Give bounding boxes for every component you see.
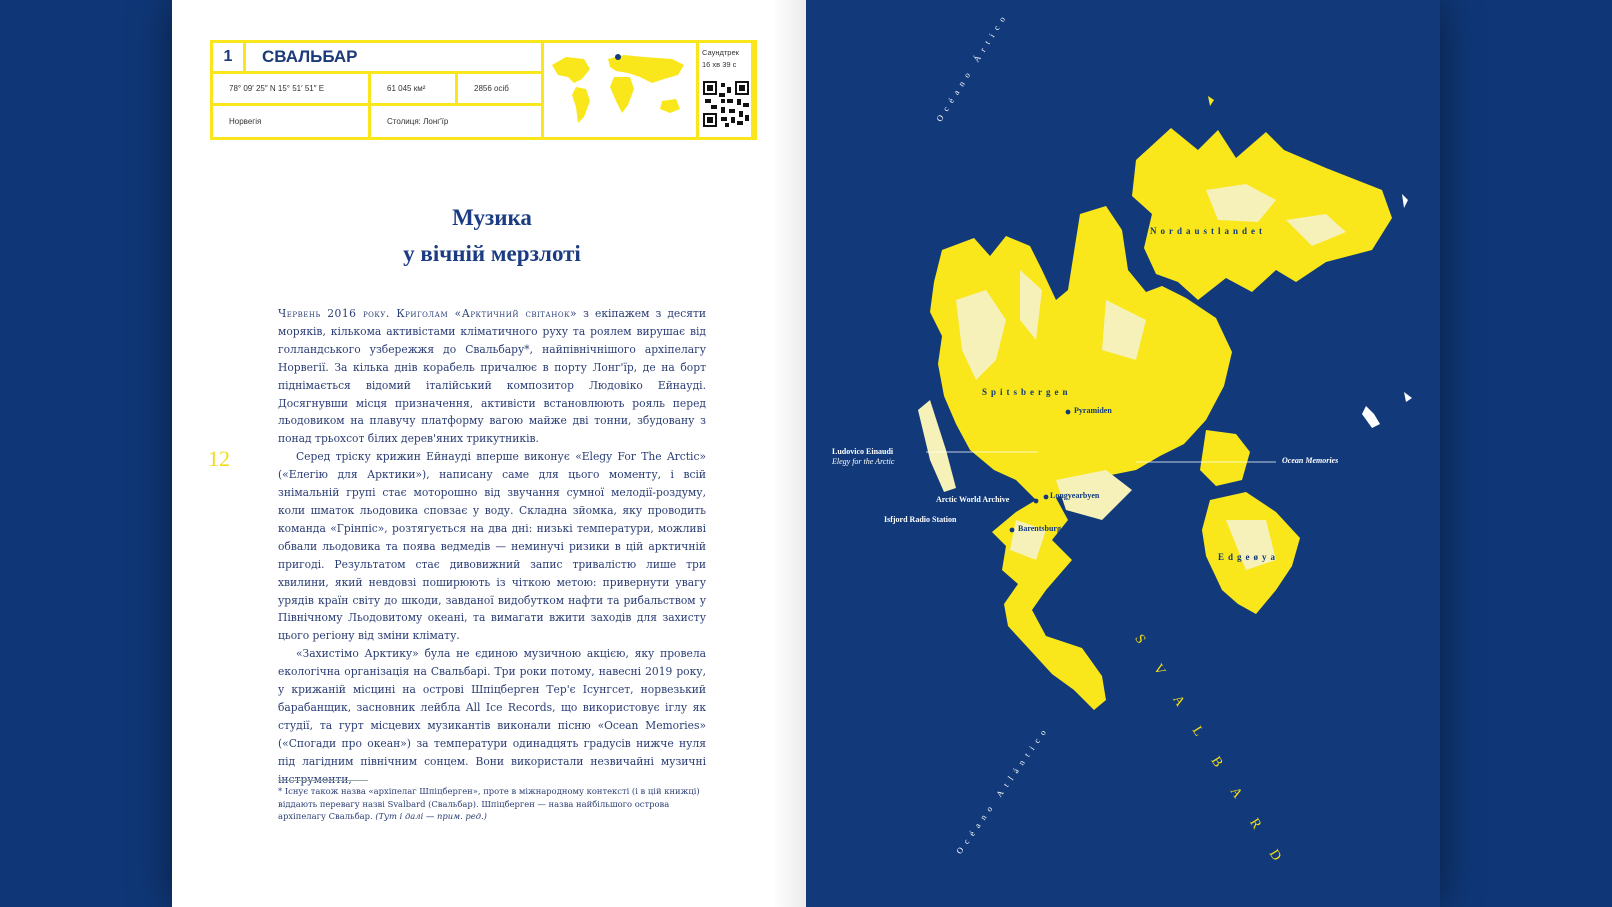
area: 61 045 км² <box>368 71 458 106</box>
title-line-2: у вічній мерзлоті <box>403 241 581 266</box>
paragraph-2: Серед тріску крижин Ейнауді вперше виконує «Elegy For The Arctic» («Елегію для Арктики»), написану саме для цього моменту, і всій знімальній групі стає моторошно від звучання сумної мелодії-роздуму, коли шматок льодовика сповзає у воду. Складна зйомка, яку проводить команда «Грінпіс», розтягується на два дні: низькі температури, можливі обвали льодовика та поява ведмедів — неминучі ризики в цій арктичній пригоді. Результатом стає дивовижний запис тривалістю лише три хвилини, який невдовзі поширюють із чіткою метою: привернути увагу урядів країн світу до шкоди, завданої видобутком нафти та рибальством у Північному Льодовитому океані, та вимагати вжити заходів для захисту цього регіону від зміни клімату. <box>278 450 706 643</box>
nordaustlandet-label: Nordaustlandet <box>1150 226 1267 236</box>
map-page <box>806 0 1440 907</box>
chapter-title <box>292 200 692 272</box>
title-line-1: Музика <box>452 205 532 230</box>
spitsbergen-label: Spitsbergen <box>982 387 1072 397</box>
einaudi-work-label: Elegy for the Arctic <box>832 457 895 466</box>
ocean-arctic-label: Océano Ártico <box>934 9 1011 124</box>
paragraph-1-rest: з екіпажем з десяти моряків, кількома активістами кліматичного руху та роялем вирушає від голландського узбережжя до Свальбару*, найпівнічнішого архіпелагу Норвегії. За кілька днів корабель причалює в порту Лонг'їр, де на борт піднімається відомий італійський композитор Людовіко Ейнауді. Досягнувши місця призначення, активісти встановлюють рояль перед льодовиком на плавучу платформу вагою майже дві тонни, збудовану з понад трьохсот білих дерев'яних трикутників. <box>278 307 706 446</box>
info-card <box>210 40 757 140</box>
isfjord-radio-label: Isfjord Radio Station <box>884 515 957 524</box>
edgeoya-label: Edgeøya <box>1218 552 1280 562</box>
page-gutter <box>772 0 806 907</box>
footnote-rule <box>278 780 368 781</box>
left-page <box>172 0 806 907</box>
page-number: 12 <box>208 446 230 471</box>
capital: Столиця: Лонг'їр <box>368 103 544 140</box>
soundtrack-label: Саундтрек <box>702 48 739 57</box>
qr-code-icon[interactable] <box>703 81 749 127</box>
place-name: СВАЛЬБАР <box>243 40 544 74</box>
book-spread <box>172 0 1440 907</box>
soundtrack-duration: 16 хв 39 с <box>702 60 737 69</box>
pyramiden-label: Pyramiden <box>1074 406 1112 415</box>
paragraph-lead: Червень 2016 року. Криголам «Арктичний світанок» <box>278 307 578 320</box>
paragraph-1 <box>278 305 706 448</box>
footnote-italic: (Тут і далі — прим. ред.) <box>375 811 487 821</box>
paragraph-3: «Захистімо Арктику» була не єдиною музичною акцією, яку провела екологічна організація на Свальбарі. Три роки потому, навесні 2019 року, у крижаній місцині на острові Шпіцберген Тер'є Ісунгсет, норвезький барабанщик, засновник лейбла All Ice Records, що використовує іглу як студії, та гурт місцевих музикантів виконали пісню «Ocean Memories» («Спогади про океан») за температури одинадцять градусів нижче нуля під лагідним північним сонцем. Вони використали незвичайні музичні інструменти, <box>278 647 706 786</box>
chapter-number: 1 <box>210 40 246 74</box>
footnote <box>278 785 708 823</box>
svalbard-map <box>806 0 1440 907</box>
longyearbyen-label: Longyearbyen <box>1050 491 1100 500</box>
ocean-atlantic-label: Océano Atlántico <box>954 722 1052 856</box>
coordinates: 78° 09′ 25″ N 15° 51′ 51″ E <box>210 71 371 106</box>
arctic-world-archive-label: Arctic World Archive <box>936 495 1010 504</box>
soundtrack[interactable] <box>696 40 754 140</box>
einaudi-label: Ludovico Einaudi <box>832 447 894 456</box>
world-map-icon <box>544 43 696 137</box>
barentsburg-label: Barentsburg <box>1018 524 1061 533</box>
sveagruva-label: Sveagruva <box>1084 524 1120 533</box>
population: 2856 осіб <box>455 71 544 106</box>
svalbard-label: S V A L B A R D <box>1131 632 1291 874</box>
island-barentsoya <box>1200 430 1250 486</box>
footnote-text: * Існує також назва «архіпелаг Шпіцберген», проте в міжнародному контексті (і в цій книжці) віддають перевагу назві Svalbard (Свальбар). Шпіцберген — назва найбільшого острова архіпелагу Свальбар. <box>278 786 700 821</box>
ocean-memories-label: Ocean Memories <box>1282 456 1339 465</box>
world-map <box>541 40 699 140</box>
body-text <box>278 305 706 788</box>
country: Норвегія <box>210 103 371 140</box>
